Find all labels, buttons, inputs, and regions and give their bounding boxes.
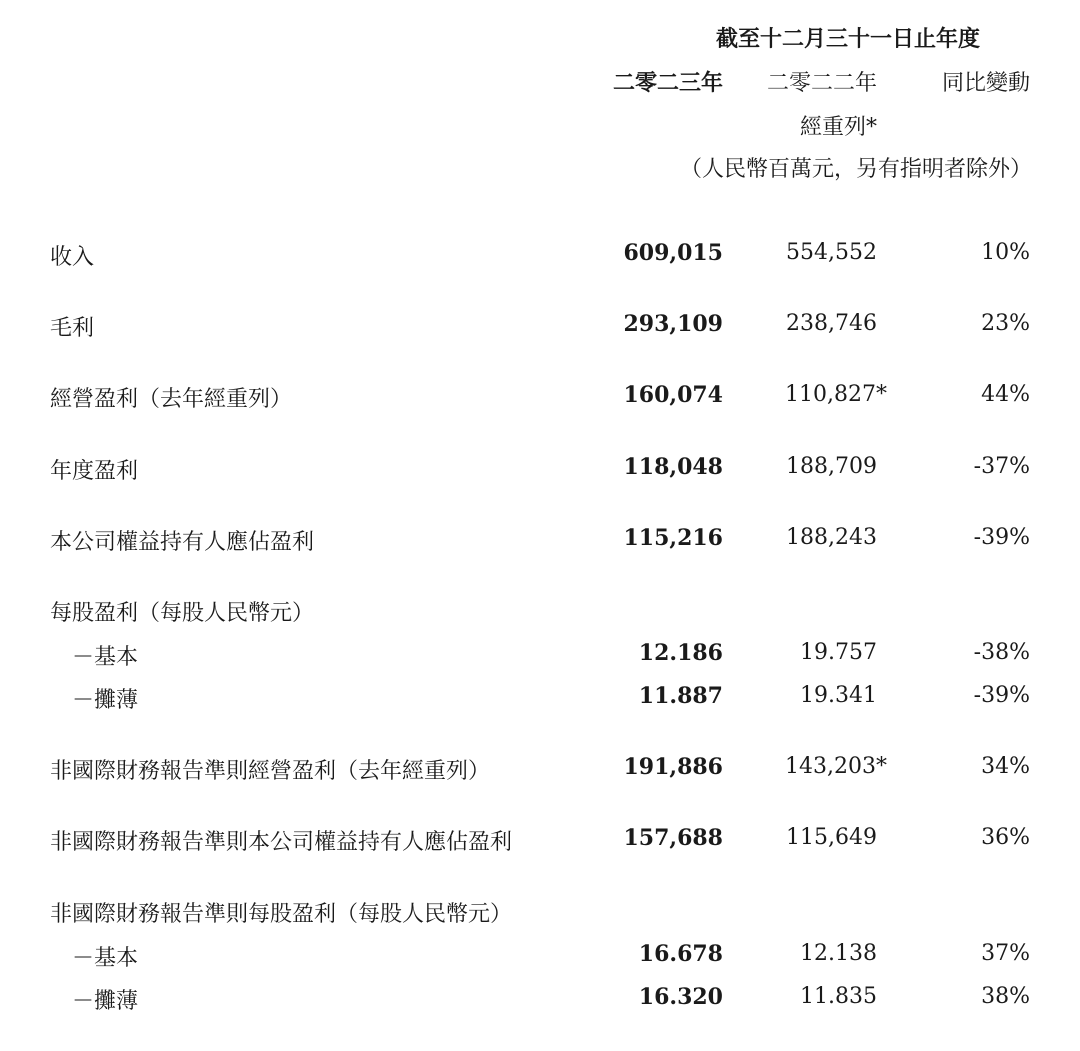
- value-2022: 238,746: [786, 311, 877, 336]
- value-2022: 19.757: [800, 640, 877, 665]
- value-yoy: -39%: [973, 525, 1030, 550]
- value-2023: 16.320: [638, 984, 723, 1010]
- value-2022: 110,827*: [785, 382, 887, 407]
- row-label: 非國際財務報告準則每股盈利（每股人民幣元）: [50, 902, 513, 927]
- value-2023: 118,048: [623, 454, 723, 480]
- value-2022: 19.341: [800, 683, 877, 708]
- row-label: 非國際財務報告準則本公司權益持有人應佔盈利: [50, 830, 513, 855]
- row-label: 非國際財務報告準則經營盈利（去年經重列）: [50, 759, 491, 784]
- value-2023: 157,688: [623, 825, 723, 851]
- value-2022: 115,649: [786, 825, 877, 850]
- unit-note: （人民幣百萬元，另有指明者除外）: [680, 157, 1033, 182]
- row-label: 每股盈利（每股人民幣元）: [50, 601, 315, 626]
- row-label: －基本: [72, 946, 139, 971]
- value-yoy: 10%: [981, 240, 1030, 265]
- row-label: －攤薄: [72, 688, 139, 713]
- value-2023: 11.887: [638, 683, 723, 709]
- column-header-2023: 二零二三年: [612, 70, 723, 96]
- value-2023: 115,216: [623, 525, 723, 551]
- value-yoy: 23%: [981, 311, 1030, 336]
- value-yoy: -38%: [973, 640, 1030, 665]
- value-2022: 554,552: [786, 240, 877, 265]
- value-2023: 12.186: [638, 640, 723, 666]
- value-2022: 12.138: [800, 941, 877, 966]
- column-header-yoy: 同比變動: [941, 71, 1030, 96]
- value-2022: 143,203*: [785, 754, 887, 779]
- value-yoy: 37%: [981, 941, 1030, 966]
- value-yoy: -37%: [973, 454, 1030, 479]
- value-yoy: 38%: [981, 984, 1030, 1009]
- value-2022: 188,709: [786, 454, 877, 479]
- row-label: 本公司權益持有人應佔盈利: [50, 530, 315, 555]
- value-2022: 188,243: [786, 525, 877, 550]
- value-2023: 191,886: [623, 754, 723, 780]
- row-label: 收入: [50, 245, 95, 270]
- row-label: 經營盈利（去年經重列）: [50, 387, 293, 412]
- restated-note: 經重列*: [799, 115, 877, 140]
- row-label: －基本: [72, 645, 139, 670]
- value-2022: 11.835: [800, 984, 877, 1009]
- value-2023: 160,074: [623, 382, 723, 408]
- row-label: －攤薄: [72, 989, 139, 1014]
- row-label: 毛利: [50, 316, 95, 341]
- value-yoy: -39%: [973, 683, 1030, 708]
- column-header-2022: 二零二二年: [766, 71, 877, 96]
- value-2023: 609,015: [623, 240, 723, 266]
- value-yoy: 36%: [981, 825, 1030, 850]
- value-2023: 293,109: [623, 311, 723, 337]
- value-2023: 16.678: [638, 941, 723, 967]
- period-heading: 截至十二月三十一日止年度: [716, 26, 981, 52]
- value-yoy: 34%: [981, 754, 1030, 779]
- value-yoy: 44%: [981, 382, 1030, 407]
- row-label: 年度盈利: [50, 459, 139, 484]
